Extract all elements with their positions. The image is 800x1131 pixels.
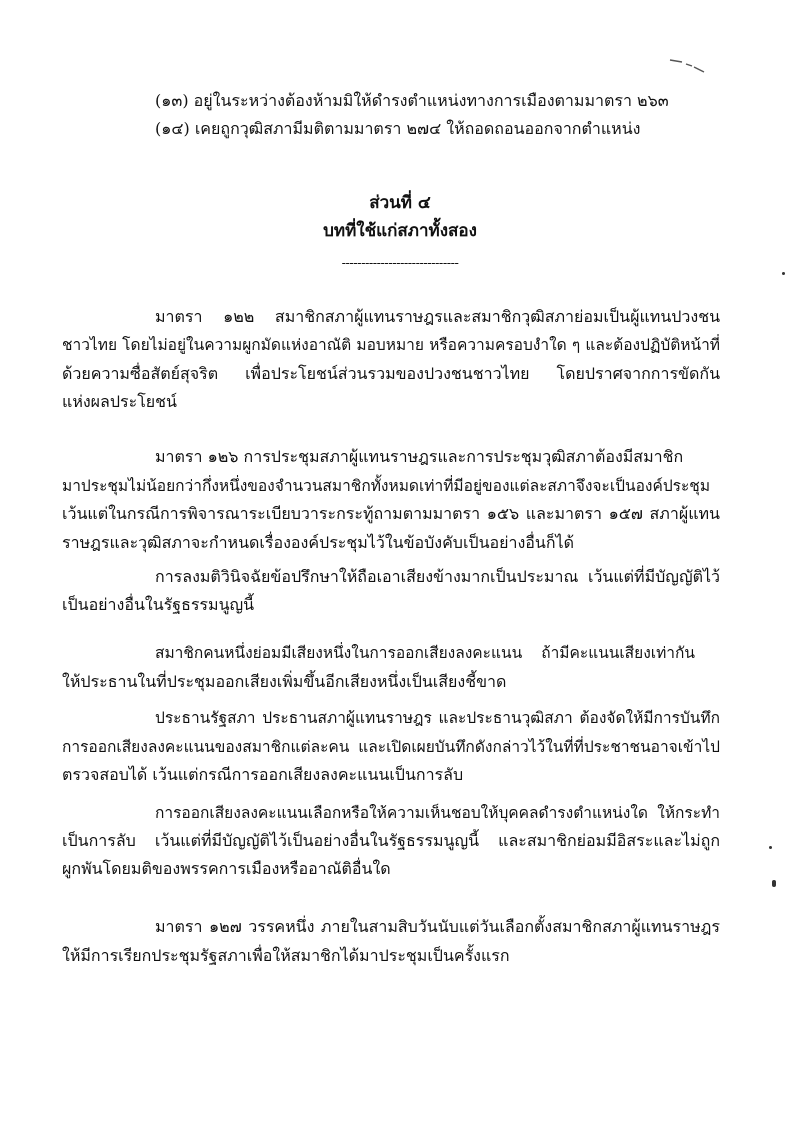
vote-line-2: เป็นอย่างอื่นในรัฐธรรมนูญนี้ [62, 595, 255, 614]
scan-speck [782, 272, 785, 275]
m126-line-2: มาประชุมไม่น้อยกว่ากึ่งหนึ่งของจำนวนสมาชิกทั้งหมดเท่าที่มีอยู่ของแต่ละสภาจึงจะเป็นองค์ประชุม [62, 477, 711, 495]
m122-line-2: ชาวไทย โดยไม่อยู่ในความผูกมัดแห่งอาณัติ มอบหมาย หรือความครอบงำใด ๆ และต้องปฏิบัติหน้าที่ [62, 336, 720, 354]
m127-line-2: ให้มีการเรียกประชุมรัฐสภาเพื่อให้สมาชิกได้มาประชุมเป็นครั้งแรก [62, 946, 510, 965]
section-divider: ------------------------------ [341, 256, 459, 271]
secret-line-3: ผูกพันโดยมติของพรรคการเมืองหรืออาณัติอื่นใด [62, 859, 391, 878]
m122-line-1: มาตรา ๑๒๒ สมาชิกสภาผู้แทนราษฎรและสมาชิกวุฒิสภาย่อมเป็นผู้แทนปวงชน [155, 307, 720, 326]
onevote-line-2: ให้ประธานในที่ประชุมออกเสียงเพิ่มขึ้นอีกเสียงหนึ่งเป็นเสียงชี้ขาด [62, 672, 507, 691]
onevote-line-1: สมาชิกคนหนึ่งย่อมมีเสียงหนึ่งในการออกเสียงลงคะแนน ถ้ามีคะแนนเสียงเท่ากัน [155, 644, 695, 662]
record-line-3: ตรวจสอบได้ เว้นแต่กรณีการออกเสียงลงคะแนนเป็นการลับ [62, 765, 464, 784]
secret-line-2: เป็นการลับ เว้นแต่ที่มีบัญญัติไว้เป็นอย่างอื่นในรัฐธรรมนูญนี้ และสมาชิกย่อมมีอิสระและไม่ถูก [62, 831, 720, 850]
scan-speck [769, 846, 772, 849]
record-line-1: ประธานรัฐสภา ประธานสภาผู้แทนราษฎร และประธานวุฒิสภา ต้องจัดให้มีการบันทึก [155, 709, 720, 727]
m126-line-3: เว้นแต่ในกรณีการพิจารณาระเบียบวาระกระทู้ถามตามมาตรา ๑๕๖ และมาตรา ๑๕๗ สภาผู้แทน [62, 504, 720, 523]
item-13: (๑๓) อยู่ในระหว่างต้องห้ามมิให้ดำรงตำแหน่งทางการเมืองตามมาตรา ๒๖๓ [155, 91, 669, 110]
m122-line-4: แห่งผลประโยชน์ [62, 392, 177, 411]
m126-line-4: ราษฎรและวุฒิสภาจะกำหนดเรื่ององค์ประชุมไว้ในข้อบังคับเป็นอย่างอื่นก็ได้ [62, 533, 574, 552]
scan-mark-top-right [668, 52, 708, 76]
m122-line-3: ด้วยความซื่อสัตย์สุจริต เพื่อประโยชน์ส่วนรวมของปวงชนชาวไทย โดยปราศจากการขัดกัน [62, 364, 720, 383]
vote-line-1: การลงมติวินิจฉัยข้อปรึกษาให้ถือเอาเสียงข้างมากเป็นประมาณ เว้นแต่ที่มีบัญญัติไว้ [155, 567, 720, 586]
secret-line-1: การออกเสียงลงคะแนนเลือกหรือให้ความเห็นชอบให้บุคคลดำรงตำแหน่งใด ให้กระทำ [155, 804, 720, 822]
m127-line-1: มาตรา ๑๒๗ วรรคหนึ่ง ภายในสามสิบวันนับแต่วันเลือกตั้งสมาชิกสภาผู้แทนราษฎร [155, 917, 720, 936]
section-title: ส่วนที่ ๔ [369, 193, 431, 213]
scan-speck [772, 880, 776, 887]
m126-line-1: มาตรา ๑๒๖ การประชุมสภาผู้แทนราษฎรและการประชุมวุฒิสภาต้องมีสมาชิก [155, 447, 684, 466]
record-line-2: การออกเสียงลงคะแนนของสมาชิกแต่ละคน และเปิดเผยบันทึกดังกล่าวไว้ในที่ที่ประชาชนอาจเข้าไป [62, 738, 720, 756]
section-subtitle: บทที่ใช้แก่สภาทั้งสอง [323, 221, 477, 241]
item-14: (๑๔) เคยถูกวุฒิสภามีมติตามมาตรา ๒๗๔ ให้ถอดถอนออกจากตำแหน่ง [155, 119, 641, 138]
